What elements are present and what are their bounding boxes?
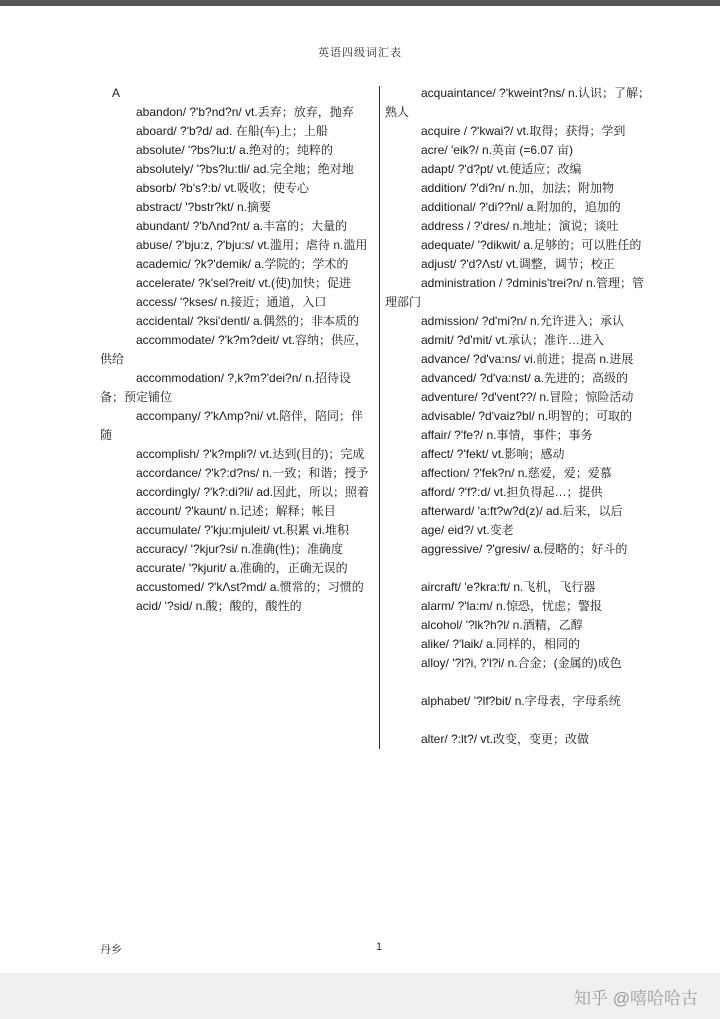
vocab-entry: administration / ?dminis'trei?n/ n.管理；管理部门 [385,276,645,309]
right-column [385,84,655,749]
vocab-entry: academic/ ?k?'demik/ a.学院的；学术的 [136,257,349,271]
vocab-entry: affect/ ?'fekt/ vt.影响；感动 [421,447,565,461]
vocab-entry: accidental/ ?ksi'dentl/ a.偶然的；非本质的 [136,314,360,328]
vocab-entry: alter/ ?:lt?/ vt.改变，变更；改做 [421,732,590,746]
vocab-entry: accuracy/ '?kjur?si/ n.准确(性)；准确度 [136,542,343,556]
vocab-entry: aircraft/ 'e?kra:ft/ n.飞机，飞行器 [421,580,596,594]
vocab-entry: advisable/ ?d'vaiz?bl/ n.明智的；可取的 [421,409,633,423]
vocab-entry: absolutely/ '?bs?lu:tli/ ad.完全地；绝对地 [136,162,354,176]
vocab-entry: abstract/ '?bstr?kt/ n.摘要 [136,200,272,214]
vocab-entry: alphabet/ '?lf?bit/ n.字母表，字母系统 [421,694,621,708]
vocab-entry: account/ ?'kaunt/ n.记述；解释；帐目 [136,504,336,518]
vocab-entry: aboard/ ?'b?d/ ad. 在船(车)上；上船 [136,124,328,138]
vocab-entry: adequate/ '?dikwit/ a.足够的；可以胜任的 [421,238,642,252]
vocab-entry: adventure/ ?d'vent??/ n.冒险；惊险活动 [421,390,634,404]
vocab-entry: alcohol/ '?lk?h?l/ n.酒精，乙醇 [421,618,583,632]
vocab-entry: abundant/ ?'bΛnd?nt/ a.丰富的；大量的 [136,219,348,233]
left-column [100,84,370,749]
vocab-entry: accordance/ ?'k?:d?ns/ n.一致；和谐；授予 [136,466,369,480]
vocab-entry: accommodation/ ?,k?m?'dei?n/ n.招待设备；预定铺位 [100,371,352,404]
vocab-entry: absolute/ '?bs?lu:t/ a.绝对的；纯粹的 [136,143,334,157]
footer-page-number: 1 [376,941,383,953]
vocab-entry: additional/ ?'di??nl/ a.附加的，追加的 [421,200,621,214]
vocab-entry: address / ?'dres/ n.地址；演说；谈吐 [421,219,619,233]
blank-line [385,673,655,692]
vocab-entry: accurate/ '?kjurit/ a.准确的，正确无误的 [136,561,348,575]
vocab-entry: acquaintance/ ?'kweint?ns/ n.认识；了解；熟人 [385,86,651,119]
vocab-entry: admission/ ?d'mi?n/ n.允许进入；承认 [421,314,625,328]
watermark-band [0,973,720,1019]
vocab-entry: alloy/ '?l?i, ?'l?i/ n.合金；(金属的)成色 [421,656,622,670]
zhihu-watermark: 知乎 @嘻哈哈古 [574,988,698,1008]
window-top-bar [0,0,720,6]
column-divider-line [379,86,380,749]
vocab-entry: absorb/ ?b's?:b/ vt.吸收；使专心 [136,181,310,195]
vocab-entry: advance/ ?d'va:ns/ vi.前进；提高 n.进展 [421,352,634,366]
vocab-entry: afterward/ 'a:ft?w?d(z)/ ad.后来，以后 [421,504,623,518]
vocab-entry: accumulate/ ?'kju:mjuleit/ vt.积累 vi.堆积 [136,523,350,537]
blank-line [385,559,655,578]
vocab-entry: accomplish/ ?'k?mpli?/ vt.达到(目的)；完成 [136,447,365,461]
vocab-entry: acre/ 'eik?/ n.英亩 (=6.07 亩) [421,143,574,157]
blank-line [385,711,655,730]
vocab-entry: access/ '?kses/ n.接近；通道，入口 [136,295,327,309]
vocab-entry: abuse/ ?'bju:z, ?'bju:s/ vt.滥用；虐待 n.滥用 [136,238,368,252]
vocab-entry: affair/ ?'fe?/ n.事情，事件；事务 [421,428,593,442]
vocab-entry: afford/ ?'f?:d/ vt.担负得起…；提供 [421,485,603,499]
page-footer [100,941,660,957]
section-letter: A [112,86,121,100]
vocab-entry: addition/ ?'di?n/ n.加，加法；附加物 [421,181,615,195]
vocabulary-content [100,84,660,749]
vocab-entry: age/ eid?/ vt.变老 [421,523,514,537]
vocab-entry: alarm/ ?'la:m/ n.惊恐，忧虑；警报 [421,599,602,613]
footer-author: 丹乡 [100,944,122,956]
vocab-entry: admit/ ?d'mit/ vt.承认；准许…进入 [421,333,604,347]
vocab-entry: adapt/ ?'d?pt/ vt.使适应；改编 [421,162,582,176]
vocab-entry: affection/ ?'fek?n/ n.慈爱，爱；爱慕 [421,466,612,480]
vocab-entry: accustomed/ ?'kΛst?md/ a.惯常的；习惯的 [136,580,364,594]
vocab-entry: acid/ '?sid/ n.酸；酸的，酸性的 [136,599,302,613]
vocab-entry: accelerate/ ?k'sel?reit/ vt.(使)加快；促进 [136,276,352,290]
vocab-entry: accompany/ ?'kΛmp?ni/ vt.陪伴，陪同；伴随 [100,409,364,442]
vocab-entry: abandon/ ?'b?nd?n/ vt.丢弃；放弃，抛弃 [136,105,354,119]
vocab-entry: accordingly/ ?'k?:di?li/ ad.因此，所以；照着 [136,485,370,499]
vocab-entry: advanced/ ?d'va:nst/ a.先进的；高级的 [421,371,629,385]
document-title: 英语四级词汇表 [318,47,402,59]
vocab-entry: accommodate/ ?'k?m?deit/ vt.容纳；供应，供给 [100,333,368,366]
vocab-entry: acquire / ?'kwai?/ vt.取得；获得；学到 [421,124,626,138]
vocab-entry: alike/ ?'laik/ a.同样的，相同的 [421,637,580,651]
vocab-entry: adjust/ ?'d?Λst/ vt.调整，调节；校正 [421,257,615,271]
vocab-entry: aggressive/ ?'gresiv/ a.侵略的；好斗的 [421,542,628,556]
